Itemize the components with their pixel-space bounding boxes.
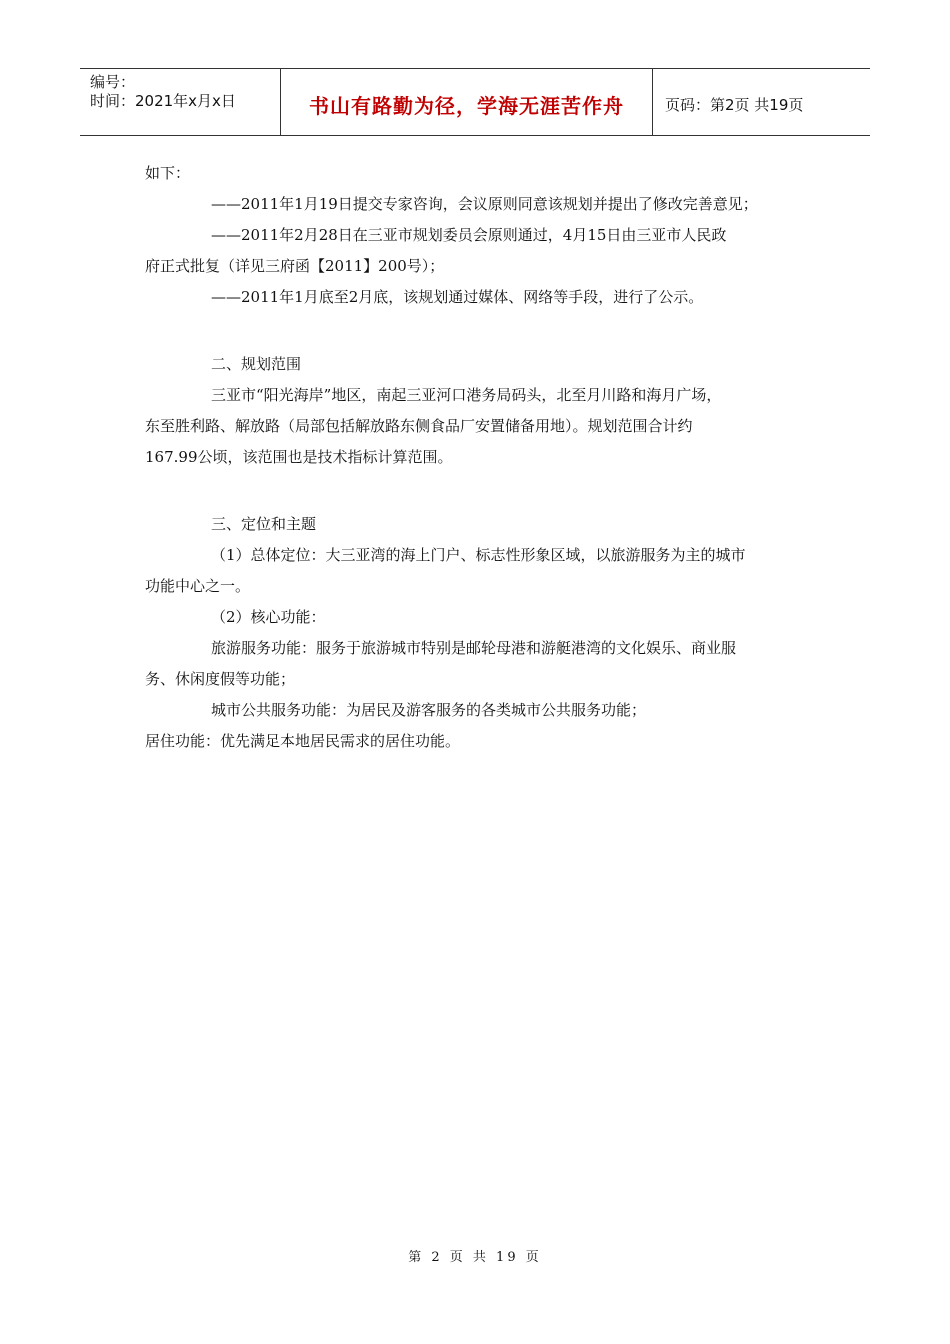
tourism-function-line1: 旅游服务功能：服务于旅游城市特别是邮轮母港和游艇港湾的文化娱乐、商业服 (211, 639, 737, 657)
document-code-label: 编号： (90, 73, 136, 91)
scope-paragraph-line1: 三亚市“阳光海岸”地区，南起三亚河口港务局码头，北至月川路和海月广场， (211, 386, 722, 404)
header-meta (80, 69, 281, 135)
positioning-item2: （2）核心功能： (211, 608, 326, 626)
scope-paragraph-line3: 167.99公顷，该范围也是技术指标计算范围。 (145, 448, 453, 466)
public-service-function: 城市公共服务功能：为居民及游客服务的各类城市公共服务功能； (211, 701, 647, 719)
timeline-item-approval-line2: 府正式批复（详见三府函【2011】200号）； (145, 257, 445, 275)
paragraph-intro: 如下： (145, 164, 191, 182)
page-footer: 第 2 页 共 19 页 (408, 1250, 542, 1265)
positioning-item1-line2: 功能中心之一。 (145, 577, 251, 595)
section-spacer (145, 313, 825, 349)
page-header (80, 68, 870, 136)
timeline-item-publicity: ——2011年1月底至2月底，该规划通过媒体、网络等手段，进行了公示。 (211, 288, 704, 306)
header-page-info: 页码：第2页 共19页 (665, 95, 804, 114)
document-date-label: 时间：2021年x月x日 (90, 92, 236, 110)
header-motto: 书山有路勤为径，学海无涯苦作舟 (281, 69, 653, 135)
scope-paragraph-line2: 东至胜利路、解放路（局部包括解放路东侧食品厂安置储备用地）。规划范围合计约 (145, 417, 693, 435)
residential-function: 居住功能：优先满足本地居民需求的居住功能。 (145, 732, 461, 750)
positioning-item1-line1: （1）总体定位：大三亚湾的海上门户、标志性形象区域，以旅游服务为主的城市 (211, 546, 746, 564)
timeline-item-expert-consult: ——2011年1月19日提交专家咨询，会议原则同意该规划并提出了修改完善意见； (211, 195, 758, 213)
tourism-function-line2: 务、休闲度假等功能； (145, 670, 296, 688)
section-title-positioning: 三、定位和主题 (211, 515, 317, 533)
section-title-scope: 二、规划范围 (211, 355, 302, 373)
document-body (145, 158, 825, 757)
timeline-item-approval-line1: ——2011年2月28日在三亚市规划委员会原则通过，4月15日由三亚市人民政 (211, 226, 727, 244)
section-spacer (145, 473, 825, 509)
